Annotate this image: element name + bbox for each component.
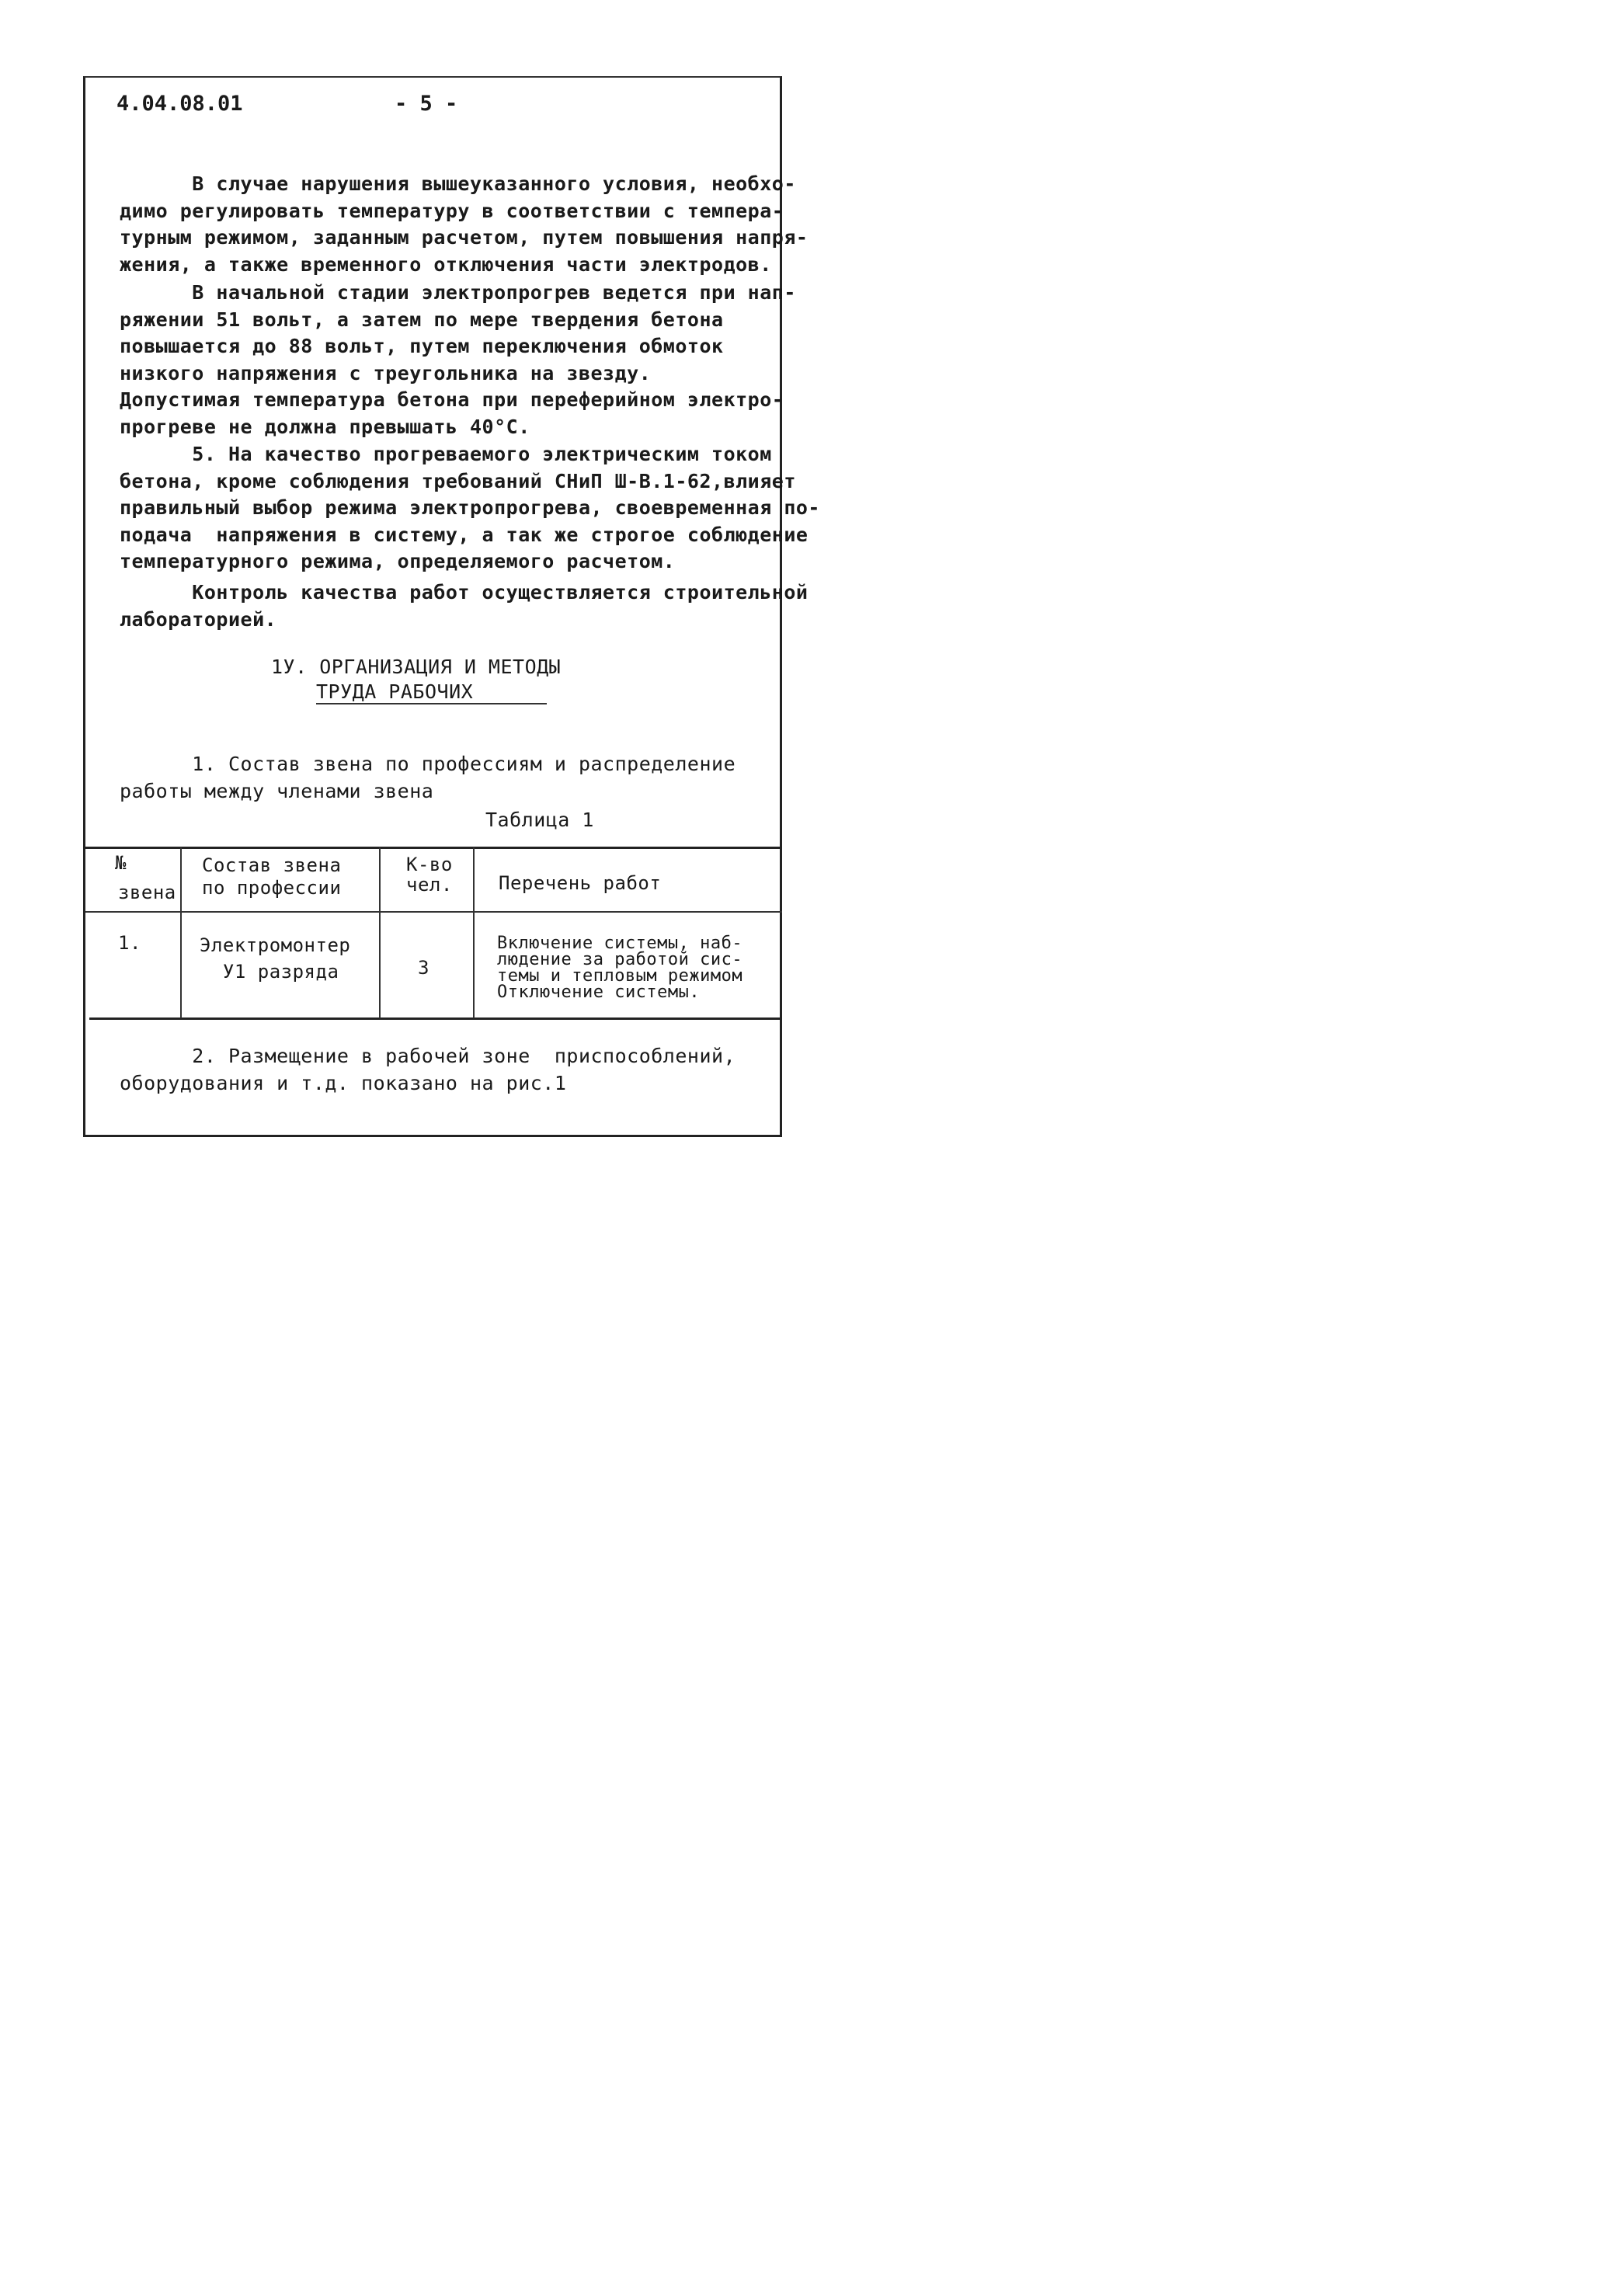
cell-text: Электромонтер	[200, 934, 351, 956]
document-page	[0, 0, 855, 1197]
subsection-1-text	[120, 751, 778, 805]
section-heading-line-1: 1У. ОРГАНИЗАЦИЯ И МЕТОДЫ	[271, 656, 562, 678]
header-text: Состав звена	[202, 854, 342, 876]
text-line: 1. Состав звена по профессиям и распределение	[120, 753, 736, 775]
text-line: низкого напряжения с треугольника на звезду.	[120, 361, 652, 384]
text-line: прогреве не должна превышать 40°С.	[120, 415, 530, 438]
text-line: турным режимом, заданным расчетом, путем повышения напря-	[120, 226, 809, 249]
cell-text: Включение системы, наб-	[497, 934, 743, 953]
text-line: ряжении 51 вольт, а затем по мере твердения бетона	[120, 308, 724, 331]
row-work-list	[497, 935, 742, 1000]
row-number: 1.	[118, 932, 141, 954]
paragraph-2	[120, 280, 796, 440]
text-line: температурного режима, определяемого расчетом.	[120, 550, 676, 572]
section-heading-line-2: ТРУДА РАБОЧИХ	[316, 680, 474, 703]
header-profession	[202, 854, 341, 899]
text-line: бетона, кроме соблюдения требований СНиП Ш-В.1-62,влияет	[120, 469, 796, 492]
section-heading	[271, 655, 561, 704]
page-number: - 5 -	[395, 92, 458, 116]
heading-underline	[316, 703, 547, 704]
table-column-divider	[379, 847, 381, 1018]
text-line: подача напряжения в систему, а так же строгое соблюдение	[120, 523, 809, 546]
header-text: К-во	[406, 854, 453, 875]
cell-text: У1 разряда	[200, 961, 339, 983]
text-line: 2. Размещение в рабочей зоне приспособлений,	[120, 1045, 736, 1067]
text-line: оборудования и т.д. показано на рис.1	[120, 1071, 567, 1094]
paragraph-3	[120, 441, 820, 576]
text-line: Контроль качества работ осуществляется строительной	[120, 581, 809, 604]
table-caption: Таблица 1	[485, 809, 594, 831]
cell-text: Отключение системы.	[497, 983, 701, 1002]
header-text: чел.	[406, 874, 453, 896]
text-line: димо регулировать температуру в соответствии с темпера-	[120, 199, 784, 222]
table-top-rule	[85, 847, 782, 849]
header-text: по профессии	[202, 877, 342, 899]
header-number	[115, 852, 127, 875]
table-column-divider	[473, 847, 475, 1018]
header-text: №	[115, 852, 127, 874]
text-line: Допустимая температура бетона при переферийном электро-	[120, 388, 784, 411]
table-column-divider	[180, 847, 182, 1018]
table-bottom-rule	[89, 1017, 782, 1020]
text-line: В случае нарушения вышеуказанного условия, необхо-	[120, 172, 796, 195]
text-line: В начальной стадии электропрогрев ведется при нап-	[120, 281, 796, 304]
text-line: правильный выбор режима электропрогрева, своевременная по-	[120, 496, 820, 519]
header-number-label	[118, 882, 176, 904]
header-work-list: Перечень работ	[499, 872, 662, 894]
paragraph-1	[120, 171, 809, 278]
row-profession	[200, 932, 350, 985]
text-line: 5. На качество прогреваемого электрическим током	[120, 443, 772, 465]
cell-text: людение за работой сис-	[497, 950, 743, 969]
header-count	[406, 854, 453, 895]
table-header-rule	[85, 911, 782, 913]
header-text: звена	[118, 882, 176, 903]
document-number: 4.04.08.01	[116, 92, 243, 116]
subsection-2-text	[120, 1043, 778, 1097]
cell-text: темы и тепловым режимом	[497, 966, 743, 986]
row-count: 3	[418, 957, 429, 979]
paragraph-4	[120, 579, 809, 633]
text-line: повышается до 88 вольт, путем переключения обмоток	[120, 335, 724, 357]
text-line: лабораторией.	[120, 607, 277, 631]
text-line: работы между членами звена	[120, 779, 434, 802]
text-line: жения, а также временного отключения части электродов.	[120, 252, 772, 276]
